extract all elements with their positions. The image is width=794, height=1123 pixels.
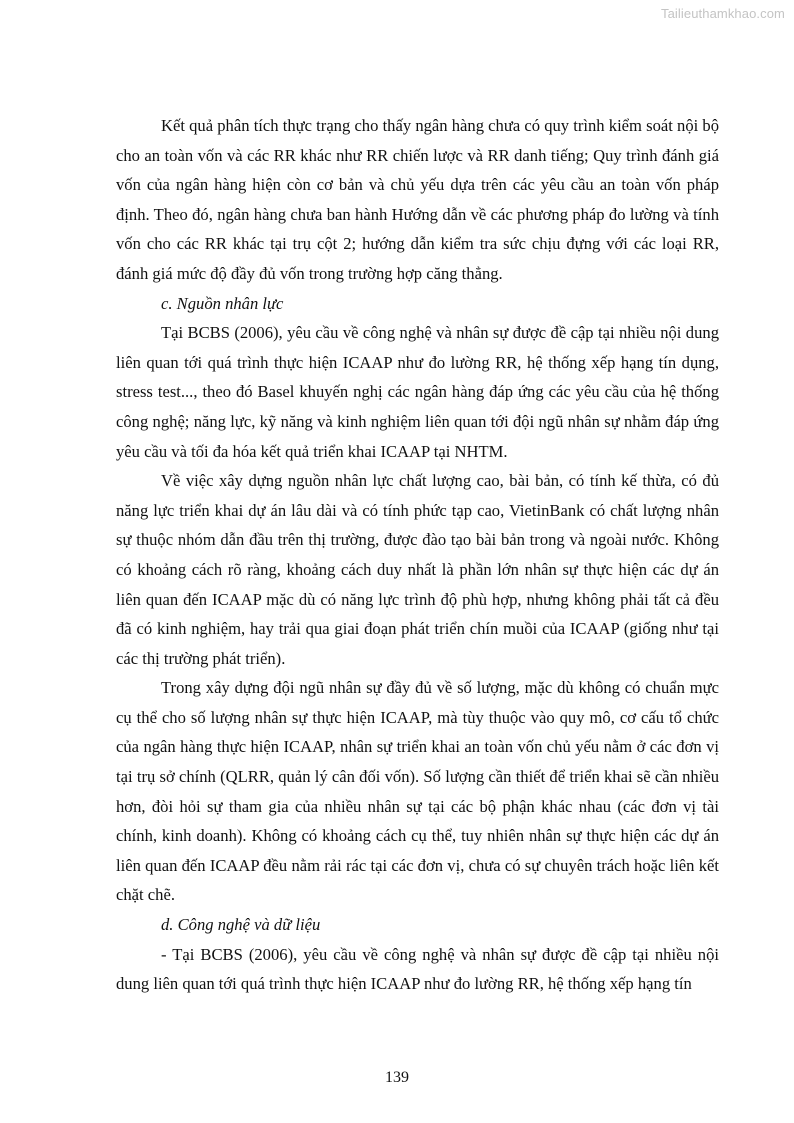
paragraph-bcbs-technology: - Tại BCBS (2006), yêu cầu về công nghệ và nhân sự được đề cập tại nhiều nội dung liên quan tới quá trình thực hiện ICAAP như đo lường RR, hệ thống xếp hạng tín bbox=[116, 944, 719, 994]
document-body bbox=[116, 111, 719, 999]
paragraph-hr-quality: Về việc xây dựng nguồn nhân lực chất lượng cao, bài bản, có tính kế thừa, có đủ năng lực triển khai dự án lâu dài và có tính phức tạp cao, VietinBank có chất lượng nhân sự thuộc nhóm dẫn đầu trên thị trường, được đào tạo bài bản trong và ngoài nước. Không có khoảng cách rõ ràng, khoảng cách duy nhất là phần lớn nhân sự thực hiện các dự án liên quan đến ICAAP mặc dù có năng lực trình độ phù hợp, nhưng không phải tất cả đều đã có kinh nghiệm, hay trải qua giai đoạn phát triển chín muồi của ICAAP (giống như tại các thị trường phát triển). bbox=[116, 471, 719, 668]
watermark: Tailieuthamkhao.com bbox=[660, 6, 785, 21]
page-number: 139 bbox=[385, 1069, 409, 1086]
section-heading-human-resources: c. Nguồn nhân lực bbox=[161, 293, 284, 313]
section-heading-technology-data: d. Công nghệ và dữ liệu bbox=[161, 915, 321, 935]
paragraph-hr-quantity: Trong xây dựng đội ngũ nhân sự đầy đủ về số lượng, mặc dù không có chuẩn mực cụ thể cho số lượng nhân sự thực hiện ICAAP, mà tùy thuộc vào quy mô, cơ cấu tổ chức của ngân hàng thực hiện ICAAP, nhân sự triển khai an toàn vốn chủ yếu nằm ở các đơn vị tại trụ sở chính (QLRR, quản lý cân đối vốn). Số lượng cần thiết để triển khai sẽ cần nhiều hơn, đòi hỏi sự tham gia của nhiều nhân sự tại các bộ phận khác nhau (các đơn vị tài chính, kinh doanh). Không có khoảng cách cụ thể, tuy nhiên nhân sự thực hiện các dự án liên quan đến ICAAP đều nằm rải rác tại các đơn vị, chưa có sự chuyên trách hoặc liên kết chặt chẽ. bbox=[116, 678, 719, 905]
paragraph-bcbs-requirements: Tại BCBS (2006), yêu cầu về công nghệ và nhân sự được đề cập tại nhiều nội dung liên quan tới quá trình thực hiện ICAAP như đo lường RR, hệ thống xếp hạng tín dụng, stress test..., theo đó Basel khuyến nghị các ngân hàng đáp ứng các yêu cầu của hệ thống công nghệ; năng lực, kỹ năng và kinh nghiệm liên quan tới đội ngũ nhân sự nhằm đáp ứng yêu cầu và tối đa hóa kết quả triển khai ICAAP tại NHTM. bbox=[116, 323, 719, 461]
paragraph-capital-assessment: Kết quả phân tích thực trạng cho thấy ngân hàng chưa có quy trình kiểm soát nội bộ cho an toàn vốn và các RR khác như RR chiến lược và RR danh tiếng; Quy trình đánh giá vốn của ngân hàng hiện còn cơ bản và chủ yếu dựa trên các yêu cầu an toàn vốn pháp định. Theo đó, ngân hàng chưa ban hành Hướng dẫn về các phương pháp đo lường và tính vốn cho các RR khác tại trụ cột 2; hướng dẫn kiểm tra sức chịu đựng với các loại RR, đánh giá mức độ đầy đủ vốn trong trường hợp căng thẳng. bbox=[116, 116, 719, 283]
